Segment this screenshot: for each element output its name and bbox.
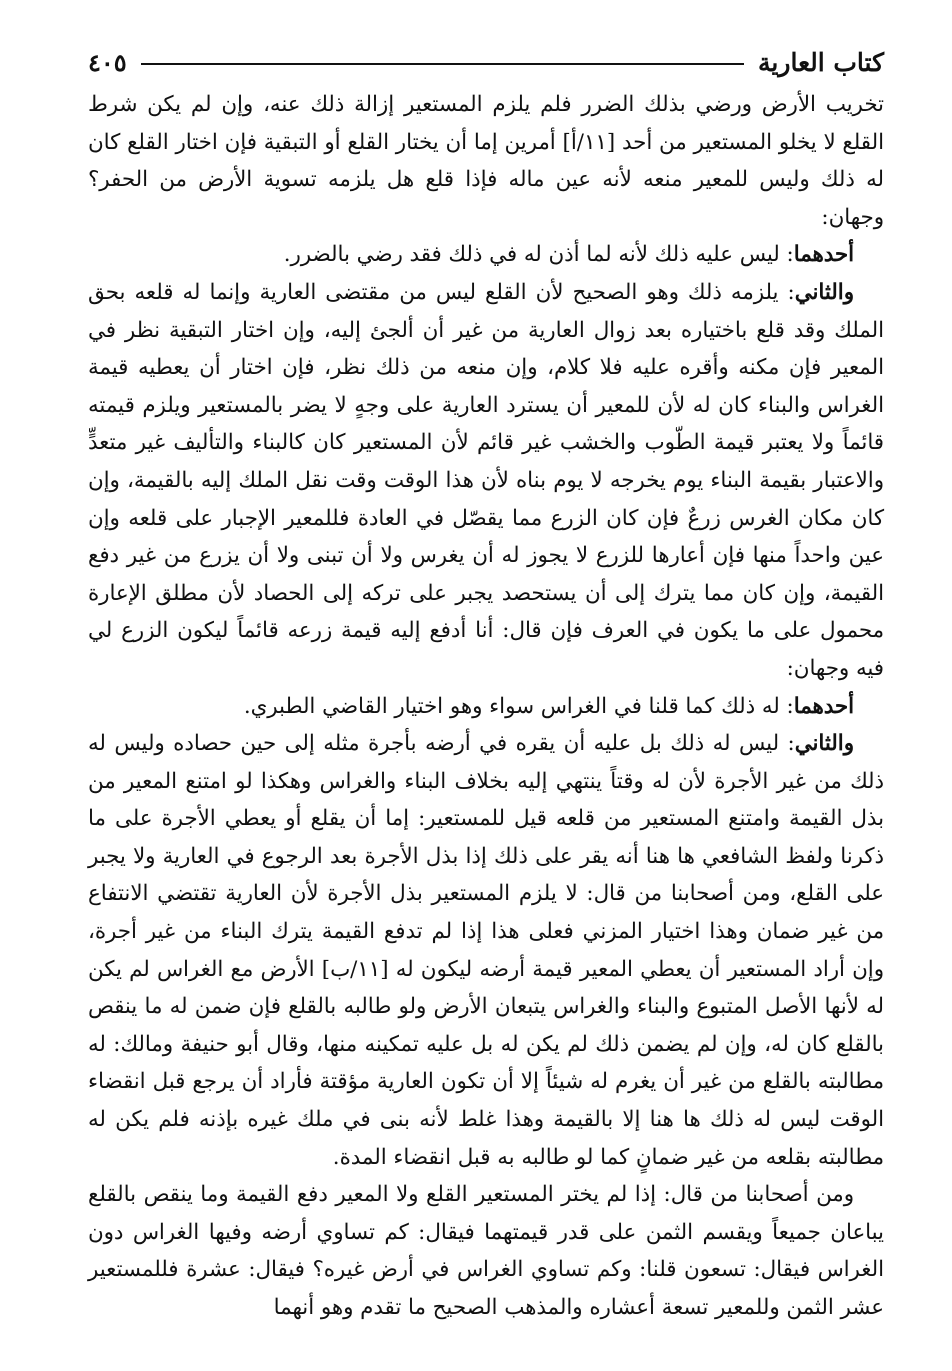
page-body [88, 86, 884, 1327]
paragraph [88, 725, 884, 1176]
paragraph [88, 688, 884, 726]
paragraph-text: : ليس له ذلك بل عليه أن يقره في أرضه بأجرة مثله إلى حين حصاده وليس له ذلك من غير الأجرة لأن له وقتاً ينتهي إليه بخلاف البناء والغراس وهكذا لو امتنع المعير من بذل القيمة وامتنع المستعير من قلعه قيل للمستعير: إما أن يقلع أو يعطي الأجرة على ما ذكرنا ولفظ الشافعي ها هنا أنه يقر على ذلك إذا بذل الأجرة بعد الرجوع في العارية ولا يجبر على القلع، ومن أصحابنا من قال: لا يلزم المستعير بذل الأجرة لأن العارية تقتضي الانتفاع من غير ضمان وهذا اختيار المزني فعلى هذا إذا لم تدفع القيمة يترك البناء من غير أجرة، وإن أراد المستعير أن يعطي المعير قيمة أرضه ليكون له [١١/ب] الأرض مع الغراس لم يكن له لأنها الأصل المتبوع والبناء والغراس يتبعان الأرض ولو طالبه بالقلع فإن ضمن له ما ينقص بالقلع كان له، وإن لم يضمن ذلك لم يكن له بل عليه تمكينه منها، وقال أبو حنيفة ومالك: له مطالبته بالقلع من غير أن يغرم له شيئاً إلا أن تكون العارية مؤقتة فأراد أن يرجع قبل انقضاء الوقت ليس له ذلك ها هنا إلا بالقيمة وهذا غلط لأنه بنى في ملك غيره بإذنه فلم يكن له مطالبته بقلعه من غير ضمانٍ كما لو طالبه به قبل انقضاء المدة. [88, 731, 884, 1170]
paragraph [88, 86, 884, 236]
page-number: ٤٠٥ [88, 47, 127, 77]
page-header [88, 38, 884, 86]
header-rule [141, 63, 744, 65]
paragraph [88, 1176, 884, 1326]
paragraph [88, 236, 884, 274]
paragraph-text: : يلزمه ذلك وهو الصحيح لأن القلع ليس من مقتضى العارية وإنما له قلعه بحق الملك وقد قلع باختياره بعد زوال العارية من غير أن ألجئ إليه، وإن اختار التبقية نظر في المعير فإن مكنه وأقره عليه فلا كلام، وإن منعه من ذلك نظر، فإن اختار أن يعطيه قيمة الغراس والبناء كان له لأن للمعير أن يسترد العارية على وجهٍ لا يضر بالمستعير ويلزم قيمته قائماً ولا يعتبر قيمة الطّوب والخشب غير قائم لأن المستعير كان كالبناء والتأليف غير متعدٍّ والاعتبار بقيمة البناء يوم يخرجه لا يوم بناه لأن هذا الوقت وقت نقل الملك إليه بالقيمة، وإن كان مكان الغرس زرعٌ فإن كان الزرع مما يقصّل في العادة فللمعير الإجبار على قلعه وإن عين واحداً منها فإن أعارها للزرع لا يجوز له أن يغرس ولا أن تبنى ولا أن يزرع من غير دفع القيمة، وإن كان مما يترك إلى أن يستحصد يجبر على تركه إلى الحصاد لأن مطلق الإعارة محمول على ما يكون في العرف فإن قال: أنا أدفع إليه قيمة زرعه قائماً ليكون الزرع لي فيه وجهان: [88, 279, 884, 681]
paragraph-label: والثاني [794, 731, 854, 757]
paragraph [88, 274, 884, 688]
chapter-title: كتاب العارية [758, 47, 884, 77]
paragraph-text: تخريب الأرض ورضي بذلك الضرر فلم يلزم المستعير إزالة ذلك عنه، وإن لم يكن شرط القلع لا يخلو المستعير من أحد [١١/أ] أمرين إما أن يختار القلع أو التبقية فإن اختار القلع كان له ذلك وليس للمعير منعه لأنه عين ماله فإذا قلع هل يلزمه تسوية الأرض من الحفر؟ وجهان: [88, 92, 884, 230]
paragraph-text: : له ذلك كما قلنا في الغراس سواء وهو اختيار القاضي الطبري. [243, 693, 794, 719]
paragraph-text: ومن أصحابنا من قال: إذا لم يختر المستعير القلع ولا المعير دفع القيمة وما ينقص بالقلع يباعان جميعاً ويقسم الثمن على قدر قيمتهما فيقال: كم تساوي أرضه وفيها الغراس دون الغراس فيقال: تسعون قلنا: وكم تساوي الغراس في أرض غيره؟ فيقال: عشرة فللمستعير عشر الثمن وللمعير تسعة أعشاره والمذهب الصحيح ما تقدم وهو أنهما [88, 1182, 884, 1320]
paragraph-label: أحدهما [793, 242, 854, 268]
paragraph-label: والثاني [794, 279, 854, 305]
paragraph-text: : ليس عليه ذلك لأنه لما أذن له في ذلك فقد رضي بالضرر. [283, 242, 794, 268]
paragraph-label: أحدهما [793, 693, 854, 719]
